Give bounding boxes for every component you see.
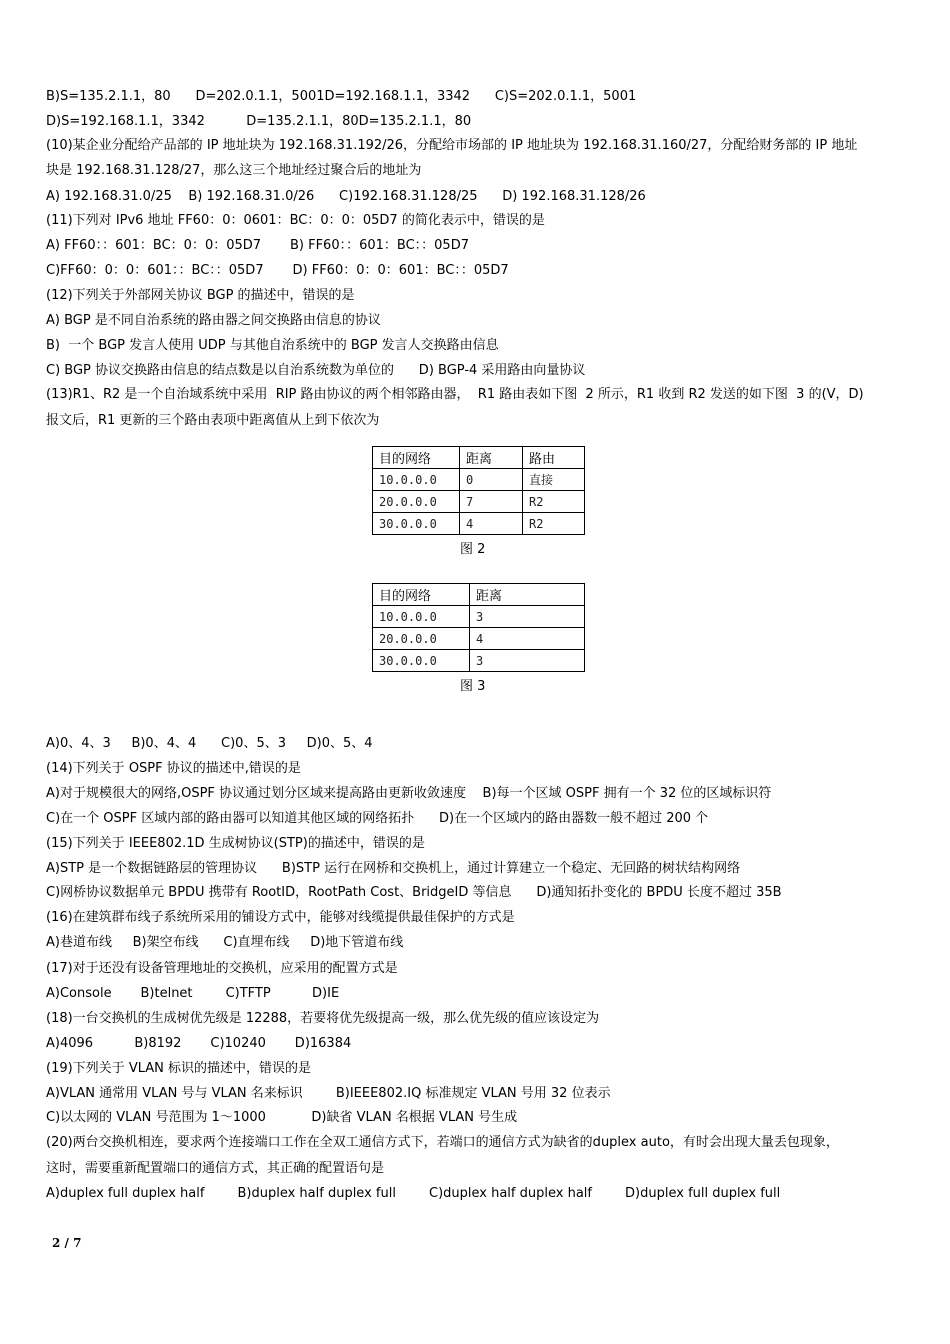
text-line: A)STP 是一个数据链路层的管理协议 B)STP 运行在网桥和交换机上，通过计算建立一个稳定、无回路的树状结构网络: [46, 861, 741, 876]
column-header: 目的网络: [373, 447, 460, 469]
question-18: (18)一台交换机的生成树优先级是 12288，若要将优先级提高一级，那么优先级的值应该设定为: [46, 1011, 600, 1026]
question-12: (12)下列关于外部网关协议 BGP 的描述中，错误的是: [46, 288, 355, 303]
table-cell: 20.0.0.0: [373, 491, 460, 513]
answer-options: A)0、4、3 B)0、4、4 C)0、5、3 D)0、5、4: [46, 736, 373, 751]
table-cell: 10.0.0.0: [373, 469, 460, 491]
table-row: [373, 491, 585, 513]
figure-3-caption: 图 3: [460, 679, 486, 694]
table-cell: R2: [523, 491, 585, 513]
text-line: C)FF60：0：0：601：：BC：：05D7 D) FF60：0：0：601：BC：：05D7: [46, 263, 509, 278]
table-cell: 0: [460, 469, 523, 491]
table-cell: 30.0.0.0: [373, 650, 470, 672]
text-line: A) FF60：：601：BC：0：0：05D7 B) FF60：：601：BC：：05D7: [46, 238, 469, 253]
text-line: C)以太网的 VLAN 号范围为 1～1000 D)缺省 VLAN 名根据 VLAN 号生成: [46, 1110, 518, 1125]
column-header: 距离: [470, 584, 585, 606]
text-line: D)S=192.168.1.1，3342 D=135.2.1.1，80D=135.2.1.1，80: [46, 114, 472, 129]
question-17: (17)对于还没有设备管理地址的交换机，应采用的配置方式是: [46, 961, 398, 976]
text-line: B) 一个 BGP 发言人使用 UDP 与其他自治系统中的 BGP 发言人交换路由信息: [46, 338, 499, 353]
text-line: A)巷道布线 B)架空布线 C)直埋布线 D)地下管道布线: [46, 935, 404, 950]
table-cell: 3: [470, 606, 585, 628]
table-cell: R2: [523, 513, 585, 535]
text-line: A)VLAN 通常用 VLAN 号与 VLAN 名来标识 B)IEEE802.IQ 标准规定 VLAN 号用 32 位表示: [46, 1086, 611, 1101]
table-cell: 30.0.0.0: [373, 513, 460, 535]
text-line: A)4096 B)8192 C)10240 D)16384: [46, 1036, 352, 1051]
table-row: [373, 650, 585, 672]
text-line: B)S=135.2.1.1，80 D=202.0.1.1，5001D=192.168.1.1，3342 C)S=202.0.1.1，5001: [46, 89, 637, 104]
text-line: C)网桥协议数据单元 BPDU 携带有 RootID，RootPath Cost、BridgeID 等信息 D)通知拓扑变化的 BPDU 长度不超过 35B: [46, 885, 782, 900]
table-cell: 10.0.0.0: [373, 606, 470, 628]
text-line: A) BGP 是不同自治系统的路由器之间交换路由信息的协议: [46, 313, 381, 328]
text-line: 报文后，R1 更新的三个路由表项中距离值从上到下依次为: [46, 413, 380, 428]
table-row: [373, 469, 585, 491]
table-row: [373, 513, 585, 535]
table-cell: 4: [460, 513, 523, 535]
question-15: (15)下列关于 IEEE802.1D 生成树协议(STP)的描述中，错误的是: [46, 836, 425, 851]
text-line: A) 192.168.31.0/25 B) 192.168.31.0/26 C)192.168.31.128/25 D) 192.168.31.128/26: [46, 189, 646, 204]
text-line: C)在一个 OSPF 区域内部的路由器可以知道其他区域的网络拓扑 D)在一个区域内的路由器数一般不超过 200 个: [46, 811, 709, 826]
column-header: 目的网络: [373, 584, 470, 606]
text-line: C) BGP 协议交换路由信息的结点数是以自治系统数为单位的 D) BGP-4 采用路由向量协议: [46, 363, 586, 378]
question-19: (19)下列关于 VLAN 标识的描述中，错误的是: [46, 1061, 312, 1076]
table-row: [373, 606, 585, 628]
text-line: 这时，需要重新配置端口的通信方式，其正确的配置语句是: [46, 1161, 385, 1176]
table-cell: 直接: [523, 469, 585, 491]
table-header-row: [373, 447, 585, 469]
table-header-row: [373, 584, 585, 606]
question-16: (16)在建筑群布线子系统所采用的铺设方式中，能够对线缆提供最佳保护的方式是: [46, 910, 515, 925]
table-cell: 7: [460, 491, 523, 513]
question-14: (14)下列关于 OSPF 协议的描述中,错误的是: [46, 761, 301, 776]
question-10: (10)某企业分配给产品部的 IP 地址块为 192.168.31.192/26，分配给市场部的 IP 地址块为 192.168.31.160/27，分配给财务部的 IP 地址: [46, 138, 858, 153]
table-row: [373, 628, 585, 650]
question-20: (20)两台交换机相连，要求两个连接端口工作在全双工通信方式下，若端口的通信方式为缺省的duplex auto，有时会出现大量丢包现象，: [46, 1135, 839, 1150]
text-line: A)对于规模很大的网络,OSPF 协议通过划分区域来提高路由更新收敛速度 B)每一个区域 OSPF 拥有一个 32 位的区域标识符: [46, 786, 772, 801]
table-cell: 4: [470, 628, 585, 650]
question-13: (13)R1、R2 是一个自治域系统中采用 RIP 路由协议的两个相邻路由器， R1 路由表如下图 2 所示，R1 收到 R2 发送的如下图 3 的(V，D): [46, 387, 864, 402]
text-line: A)Console B)telnet C)TFTP D)IE: [46, 986, 340, 1001]
column-header: 路由: [523, 447, 585, 469]
figure-3-table: [372, 583, 585, 672]
text-line: A)duplex full duplex half B)duplex half duplex full C)duplex half duplex half D)duplex full duplex full: [46, 1186, 781, 1201]
table-cell: 3: [470, 650, 585, 672]
text-line: 块是 192.168.31.128/27，那么这三个地址经过聚合后的地址为: [46, 163, 422, 178]
table-cell: 20.0.0.0: [373, 628, 470, 650]
page-number: 2 / 7: [52, 1236, 82, 1250]
figure-2-caption: 图 2: [460, 542, 486, 557]
figure-2-table: [372, 446, 585, 535]
column-header: 距离: [460, 447, 523, 469]
question-11: (11)下列对 IPv6 地址 FF60：0：0601：BC：0：0：05D7 的简化表示中，错误的是: [46, 213, 545, 228]
